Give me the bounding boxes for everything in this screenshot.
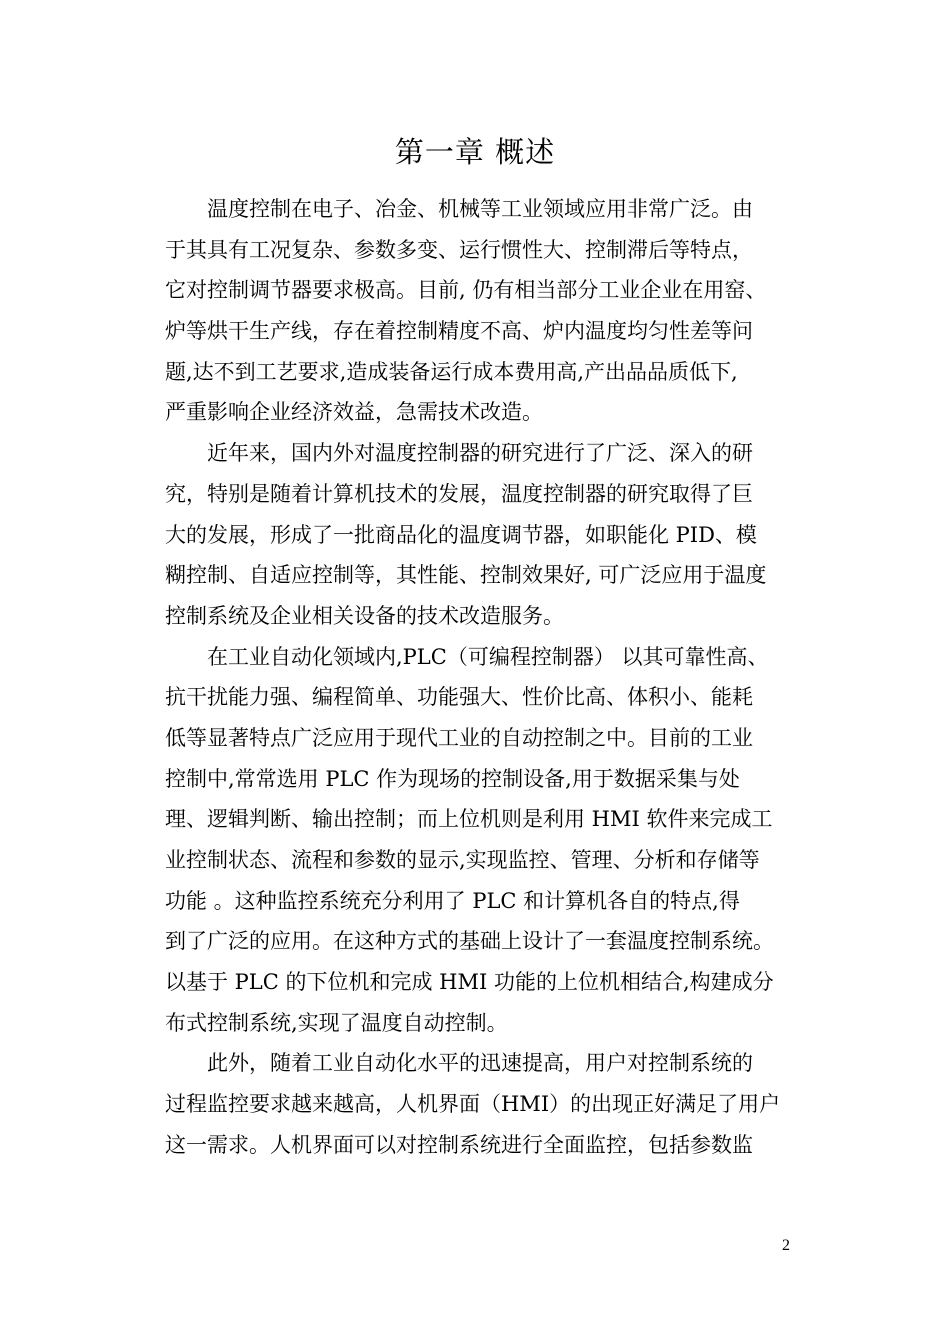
text-line: 炉等烘干生产线，存在着控制精度不高、炉内温度均匀性差等问	[165, 319, 753, 344]
text-line: 这一需求。人机界面可以对控制系统进行全面监控，包括参数监	[165, 1132, 753, 1157]
text-line: 近年来，国内外对温度控制器的研究进行了广泛、深入的研	[207, 441, 753, 466]
text-line: 大的发展，形成了一批商品化的温度调节器，如职能化 PID、模	[165, 522, 757, 547]
text-line: 严重影响企业经济效益，急需技术改造。	[165, 400, 543, 425]
text-line: 控制中,常常选用 PLC 作为现场的控制设备,用于数据采集与处	[165, 766, 740, 791]
text-line: 此外，随着工业自动化水平的迅速提高，用户对控制系统的	[207, 1051, 753, 1076]
text-line: 控制系统及企业相关设备的技术改造服务。	[165, 603, 564, 628]
text-line: 过程监控要求越来越高，人机界面（HMI）的出现正好满足了用户	[165, 1092, 781, 1117]
text-line: 功能 。这种监控系统充分利用了 PLC 和计算机各自的特点,得	[165, 888, 740, 913]
text-line: 题,达不到工艺要求,造成装备运行成本费用高,产出品品质低下,	[165, 359, 738, 384]
body-text	[165, 189, 790, 1166]
text-line: 到了广泛的应用。在这种方式的基础上设计了一套温度控制系统。	[165, 929, 774, 954]
text-line: 究，特别是随着计算机技术的发展，温度控制器的研究取得了巨	[165, 481, 753, 506]
text-line: 以基于 PLC 的下位机和完成 HMI 功能的上位机相结合,构建成分	[165, 970, 774, 995]
page-number: 2	[782, 1237, 790, 1254]
text-line: 温度控制在电子、冶金、机械等工业领域应用非常广泛。由	[207, 197, 753, 221]
text-line: 低等显著特点广泛应用于现代工业的自动控制之中。目前的工业	[165, 725, 753, 750]
text-line: 糊控制、自适应控制等，其性能、控制效果好, 可广泛应用于温度	[165, 563, 767, 588]
text-line: 它对控制调节器要求极高。目前, 仍有相当部分工业企业在用窑、	[165, 278, 767, 303]
text-line: 业控制状态、流程和参数的显示,实现监控、管理、分析和存储等	[165, 848, 760, 872]
text-line: 于其具有工况复杂、参数多变、运行惯性大、控制滞后等特点，	[165, 237, 753, 262]
text-line: 布式控制系统,实现了温度自动控制。	[165, 1010, 508, 1035]
text-line: 在工业自动化领域内,PLC（可编程控制器） 以其可靠性高、	[207, 644, 769, 669]
text-line: 抗干扰能力强、编程简单、功能强大、性价比高、体积小、能耗	[165, 685, 753, 710]
text-line: 理、逻辑判断、输出控制；而上位机则是利用 HMI 软件来完成工	[165, 807, 773, 832]
chapter-title: 第一章 概述	[394, 135, 556, 169]
